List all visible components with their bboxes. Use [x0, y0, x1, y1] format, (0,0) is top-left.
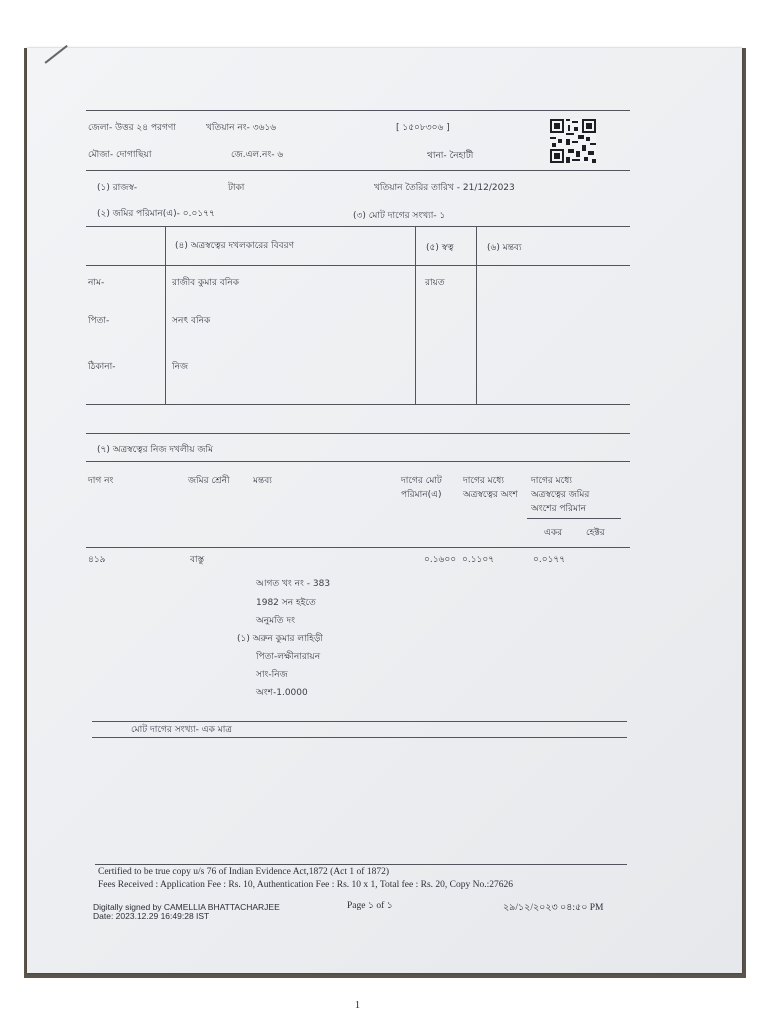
rule-land-title: [86, 461, 630, 462]
rule-owner-top: [86, 226, 630, 227]
father-name: সনৎ বনিক: [172, 316, 211, 326]
rule-header-bottom: [86, 170, 630, 171]
remarks-line-4: (১) অরুন কুমার লাহিড়ী: [237, 634, 323, 644]
total-plots-text: মোট দাগের সংখ্যা- এক মাত্র: [131, 725, 232, 735]
address-label: ঠিকানা-: [88, 362, 116, 372]
share-value: ০.১১০৭: [462, 555, 495, 565]
total-plots: (৩) মোট দাগের সংখ্যা- ১: [353, 211, 446, 221]
khatian-created-date: খতিয়ান তৈরির তারিখ - 21/12/2023: [374, 183, 515, 193]
owner-right: রায়ত: [425, 278, 445, 288]
name-label: নাম-: [88, 278, 105, 288]
plot-no: ৪১৯: [88, 555, 106, 565]
owner-col-details: (৪) অত্রস্বত্বের দখলকারের বিবরণ: [175, 241, 295, 251]
district: জেলা- উত্তর ২৪ পরগণা: [88, 123, 176, 133]
land-class: বাস্তু: [190, 555, 205, 565]
khatian-id: [ ১৫০৮৩০৬ ]: [396, 123, 450, 133]
page-number: 1: [355, 1000, 360, 1011]
owner-col-right: (৫) স্বত্ব: [426, 243, 454, 253]
thana: থানা- নৈহাটী: [427, 151, 474, 161]
owner-col-remarks: (৬) মন্তব্য: [487, 243, 522, 253]
digital-signature: Digitally signed by CAMELLIA BHATTACHARJEE: [93, 902, 280, 912]
address-value: নিজ: [172, 362, 188, 372]
remarks-line-2: 1982 সন হইতে: [256, 598, 316, 608]
col-land-class: জমির শ্রেনী: [188, 476, 230, 486]
col-share-line2: অত্রস্বত্বের অংশ: [463, 490, 518, 500]
qr-code: [550, 119, 596, 163]
col-total-area-line2: পরিমান(এ): [401, 490, 442, 500]
khatian-no: খতিয়ান নং- ৩৬১৬: [206, 123, 277, 133]
col-total-area-line1: দাগের মোট: [401, 476, 442, 486]
unit-acre: একর: [544, 528, 563, 538]
col-portion-line3: অংশের পরিমান: [531, 504, 587, 514]
father-label: পিতা-: [88, 316, 110, 326]
rule-land-head: [86, 547, 630, 548]
col-portion-line1: দাগের মধ্যে: [531, 476, 572, 486]
land-section-title: (৭) অত্রস্বত্বের নিজ দখলীয় জমি: [97, 445, 214, 455]
fees-line: Fees Received : Application Fee : Rs. 10, Authentication Fee : Rs. 10 x 1, Total fee : Rs. 20, Copy No.:27626: [98, 880, 514, 890]
print-timestamp: ২৯/১২/২০২৩ ০৪:৫০ PM: [503, 903, 604, 913]
remarks-line-6: সাং-নিজ: [256, 670, 288, 680]
revenue-label: (১) রাজস্ব-: [97, 183, 138, 193]
rule-top: [86, 110, 630, 111]
certification-line: Certified to be true copy u/s 76 of Indian Evidence Act,1872 (Act 1 of 1872): [98, 867, 389, 877]
owner-name: রাজীব কুমার বনিক: [172, 278, 240, 288]
rule-owner-head: [86, 265, 630, 266]
revenue-unit: টাকা: [228, 183, 245, 193]
owner-col-divider-2: [415, 226, 416, 404]
signature-date: Date: 2023.12.29 16:49:28 IST: [93, 911, 210, 921]
rule-footer: [95, 864, 627, 865]
col-portion-line2: অত্রস্বত্বের জমির: [531, 490, 590, 500]
rule-total-bottom: [92, 737, 627, 738]
remarks-line-1: আগত খং নং - 383: [256, 579, 331, 589]
rule-owner-bottom: [86, 404, 630, 405]
total-area: ০.১৬০০: [424, 555, 457, 565]
rule-unit-split: [527, 518, 621, 519]
owner-col-divider-1: [165, 226, 166, 404]
land-area: (২) জমির পরিমান(এ)- ০.০১৭৭: [97, 209, 215, 219]
remarks-line-3: অনুমতি দং: [256, 616, 295, 626]
owner-col-divider-3: [476, 226, 477, 404]
mouza: মৌজা- দোগাছিয়া: [88, 150, 152, 160]
col-plot-no: দাগ নং: [88, 476, 114, 486]
col-share-line1: দাগের মধ্যে: [463, 476, 504, 486]
jl-no: জে.এল.নং- ৬: [231, 150, 284, 160]
page-of: Page ১ of ১: [347, 901, 393, 911]
remarks-line-5: পিতা-লক্ষীনারায়ন: [256, 652, 321, 662]
col-remarks: মন্তব্য: [253, 476, 272, 486]
rule-land-top: [86, 433, 630, 434]
portion-value: ০.০১৭৭: [533, 555, 566, 565]
unit-hectare: হেক্টর: [586, 528, 605, 538]
remarks-line-7: অংশ-1.0000: [256, 688, 308, 698]
